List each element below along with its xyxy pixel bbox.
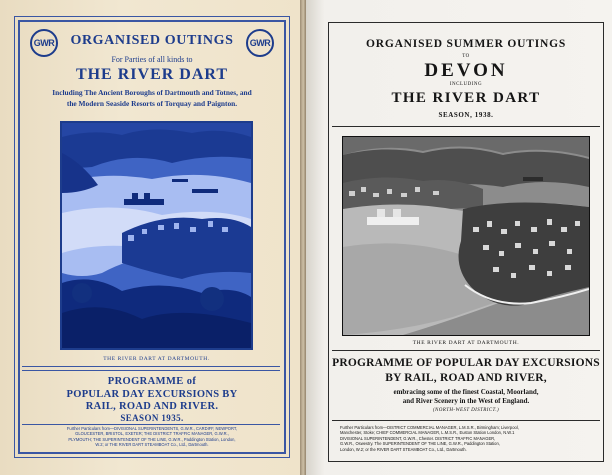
right-programme-line1: PROGRAMME OF POPULAR DAY EXCURSIONS <box>332 357 600 369</box>
gwr-logo-left-icon: GWR <box>30 29 58 57</box>
left-footer-divider <box>22 424 280 425</box>
left-modes: RAIL, ROAD AND RIVER. <box>85 401 219 412</box>
right-season: SEASON, 1938. <box>438 111 494 119</box>
left-excursions: POPULAR DAY EXCURSIONS BY <box>66 389 238 400</box>
right-top-divider <box>332 126 600 127</box>
right-title: ORGANISED SUMMER OUTINGS <box>365 38 567 50</box>
right-programme-line2: BY RAIL, ROAD AND RIVER, <box>385 372 547 384</box>
right-photo-caption: THE RIVER DART AT DARTMOUTH. <box>412 340 520 346</box>
left-booklet-cover <box>0 0 304 475</box>
right-description: embracing some of the finest Coastal, Moorland, and River Scenery in the West of England. <box>393 388 539 405</box>
left-heading: THE RIVER DART <box>75 66 229 83</box>
left-photo-caption: THE RIVER DART AT DARTMOUTH. <box>103 356 210 362</box>
left-photo-illustration <box>62 123 251 348</box>
left-footer: Further Particulars from—DIVISIONAL SUPERINTENDENTS, G.W.R., CARDIFF, NEWPORT, GLOUCESTER, BRISTOL, EXETER; THE DISTRICT TRAFFIC MANAGER, G.W.R., PLYMOUTH; THE SUPERINTENDENT OF THE LINE, G.W.R., Paddington Station, London, W.2; or THE RIVER DART STEAMBOAT Co., Ltd., Dartmouth. <box>66 426 238 448</box>
left-divider <box>22 366 280 367</box>
left-programme: PROGRAMME of <box>107 376 197 387</box>
left-season: SEASON 1935. <box>120 413 184 423</box>
right-photo-illustration <box>343 137 589 335</box>
right-district: (NORTH-WEST DISTRICT.) <box>432 408 500 413</box>
left-title: ORGANISED OUTINGS <box>70 33 234 48</box>
right-subheading: THE RIVER DART <box>391 90 541 106</box>
left-subtitle: For Parties of all kinds to <box>111 55 193 64</box>
right-footer: Further Particulars from—DISTRICT COMMERCIAL MANAGER, L.M.S.R., Birmingham; Liverpool, Manchester, Stoke; CHIEF COMMERCIAL MANAGER, L.M.S.R., Euston Station London, N.W.1 DIVISIONAL SUPERINTENDENT, G.W.R., Chester. DISTRICT TRAFFIC MANAGER, G.W.R., Oswestry. The SUPERINTENDENT OF THE LINE, G.W.R., Paddington Station, London, W.2; or the RIVER DART STEAMBOAT Co., Ltd., Dartmouth. <box>340 425 519 452</box>
left-divider-2 <box>22 370 280 371</box>
gwr-logo-right-icon: GWR <box>246 29 274 57</box>
left-description: Including The Ancient Boroughs of Dartmouth and Totnes, and the Modern Seaside Resorts of Torquay and Paignton. <box>52 88 252 108</box>
left-photo-river-dart <box>60 121 253 350</box>
right-including: INCLUDING <box>449 82 483 87</box>
right-booklet-cover <box>306 0 612 475</box>
right-heading: DEVON <box>424 60 508 81</box>
right-to: TO <box>462 54 470 59</box>
right-photo-river-dart <box>342 136 590 336</box>
right-divider <box>332 350 600 351</box>
right-footer-divider <box>332 420 600 421</box>
